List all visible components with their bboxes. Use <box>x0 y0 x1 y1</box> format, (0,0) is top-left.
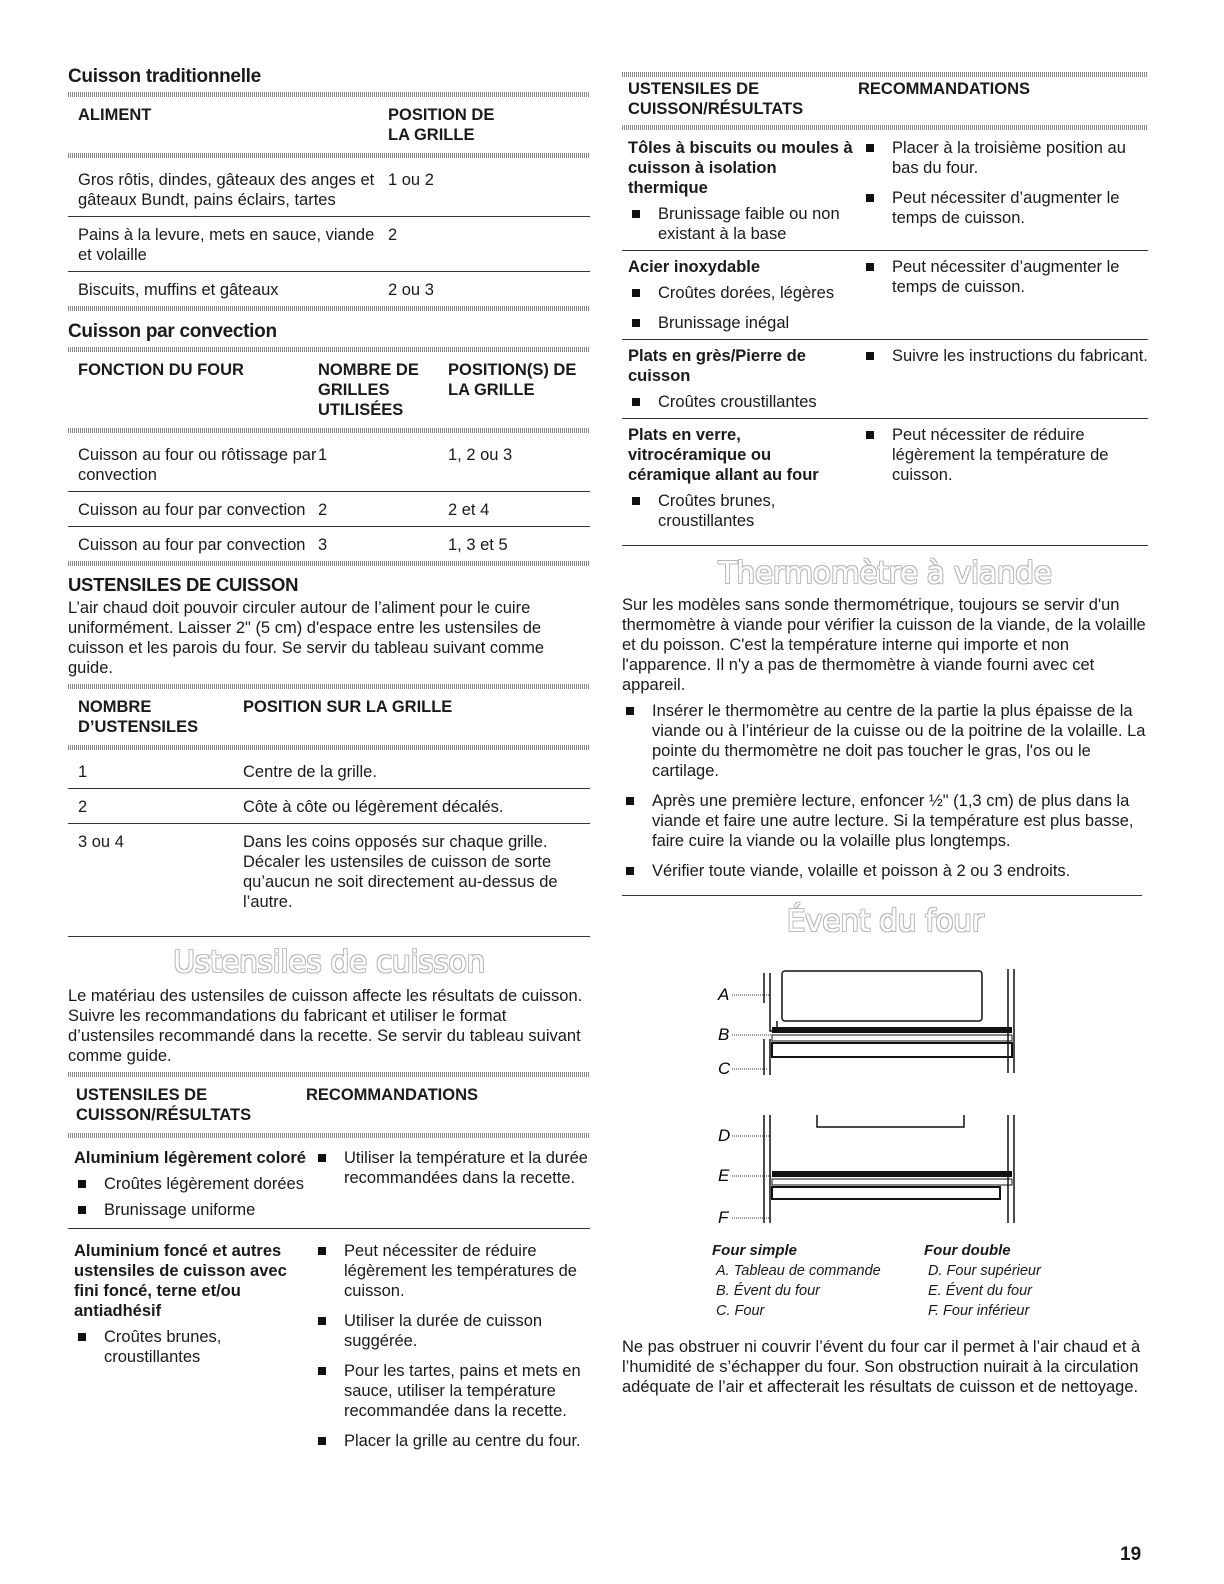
event-text: Ne pas obstruer ni couvrir l’évent du four car il permet à l’air chaud et à l’humidité de s’échapper du four. Son obstruction nuirait à la circulation adéquate de l’air et affecterait les résultats de cuisson et de nettoyage. <box>622 1338 1141 1396</box>
list-item: Vérifier toute viande, volaille et poisson à 2 ou 3 endroits. <box>622 861 1148 881</box>
trad-title: Cuisson traditionnelle <box>68 66 261 87</box>
divider <box>622 125 1148 130</box>
divider <box>68 745 590 750</box>
legend-double-title: Four double <box>924 1242 1011 1259</box>
conv-pos: 1, 2 ou 3 <box>448 446 513 464</box>
ustc-recs <box>314 1229 590 1460</box>
conv-header-count: NOMBRE DE GRILLES UTILISÉES <box>318 361 419 419</box>
table-row <box>68 492 590 527</box>
conv-pos: 2 et 4 <box>448 501 490 519</box>
thermo-heading: Thermomètre à viande <box>718 556 1052 591</box>
label-e: E <box>718 1166 730 1185</box>
table-row <box>68 272 590 307</box>
table-row <box>68 1144 590 1229</box>
divider <box>68 1072 590 1077</box>
ustr-recs <box>862 134 1148 251</box>
event-heading: Évent du four <box>786 904 984 939</box>
ust-header-count: NOMBRE D’USTENSILES <box>78 698 199 736</box>
list-item: Croûtes brunes, croustillantes <box>74 1327 306 1367</box>
legend-item: C. Four <box>716 1303 765 1319</box>
ustc-item-name: Aluminium foncé et autres ustensiles de cuisson avec fini foncé, terne et/ou antiadhésif <box>74 1242 287 1320</box>
list-item: Insérer le thermomètre au centre de la partie la plus épaisse de la viande ou à l’intérieur de la cuisse ou de la poitrine de la volaille. La pointe du thermomètre ne doit pas toucher le gras, l'os ou le cartilage. <box>622 701 1148 781</box>
table-row <box>68 439 590 492</box>
ustc-heading: Ustensiles de cuisson <box>173 945 485 980</box>
ustr-recs <box>862 419 1148 546</box>
list-item: Utiliser la durée de cuisson suggérée. <box>314 1311 590 1351</box>
conv-function: Cuisson au four par convection <box>78 536 306 554</box>
ust-pos: Côte à côte ou légèrement décalés. <box>243 798 504 816</box>
ust-title: USTENSILES DE CUISSON <box>68 574 299 595</box>
list-item: Pour les tartes, pains et mets en sauce, utiliser la température recommandée dans la recette. <box>314 1361 590 1421</box>
table-row <box>68 164 590 217</box>
ustr-item <box>622 134 862 251</box>
thermo-bullets <box>622 701 1148 881</box>
legend-double <box>924 1241 1041 1321</box>
divider <box>68 153 590 158</box>
legend-single <box>712 1241 924 1321</box>
thermo-intro: Sur les modèles sans sonde thermométrique, toujours se servir d'un thermomètre à viande pour vérifier la cuisson de la viande, de la volaille et du poisson. C'est la température interne qui importe et non l'apparence. Il n'y a pas de thermomètre à viande fourni avec cet appareil. <box>622 596 1146 694</box>
legend-item: D. Four supérieur <box>928 1263 1041 1279</box>
ustr-recs <box>862 340 1148 419</box>
list-item: Peut nécessiter de réduire légèrement les températures de cuisson. <box>314 1241 590 1301</box>
label-f: F <box>718 1208 729 1227</box>
table-row <box>68 217 590 272</box>
legend-item: A. Tableau de commande <box>716 1263 881 1279</box>
single-oven-figure <box>717 969 1014 1078</box>
list-item: Croûtes dorées, légères <box>628 283 856 303</box>
table-row <box>622 251 1148 340</box>
label-b: B <box>718 1025 730 1044</box>
diagram-legend <box>622 1241 1148 1321</box>
ust-pos: Dans les coins opposés sur chaque grille. Décaler les ustensiles de cuisson de sorte qu’aucun ne soit directement au-dessus de l’autre. <box>243 833 558 911</box>
table-row <box>622 134 1148 251</box>
ust-pos: Centre de la grille. <box>243 763 377 781</box>
trad-rows <box>68 164 590 306</box>
label-d: D <box>718 1126 731 1145</box>
ust-intro: L’air chaud doit pouvoir circuler autour de l’aliment pour le cuire uniformément. Laisser 2" (5 cm) d'espace entre les ustensiles de cuisson et les parois du four. Se servir du tableau suivant comme guide. <box>68 599 544 677</box>
list-item: Brunissage faible ou non existant à la base <box>628 204 856 244</box>
ustr-header-items: USTENSILES DE CUISSON/RÉSULTATS <box>628 80 804 118</box>
list-item: Croûtes brunes, croustillantes <box>628 491 856 531</box>
ust-count: 2 <box>78 798 88 816</box>
list-item: Brunissage inégal <box>628 313 856 333</box>
divider <box>68 428 590 433</box>
page-number: 19 <box>1120 1544 1142 1565</box>
conv-header-pos: POSITION(S) DE LA GRILLE <box>448 361 577 399</box>
section-rule <box>622 895 1142 896</box>
table-row <box>68 789 590 824</box>
ustr-header <box>622 79 1148 119</box>
list-item: Peut nécessiter de réduire légèrement la température de cuisson. <box>862 425 1148 485</box>
conv-header-function: FONCTION DU FOUR <box>78 361 244 379</box>
list-item: Placer la grille au centre du four. <box>314 1431 590 1451</box>
trad-header-food: ALIMENT <box>78 106 152 124</box>
legend-item: B. Évent du four <box>716 1283 820 1299</box>
legend-single-title: Four simple <box>712 1242 798 1259</box>
ust-count: 3 ou 4 <box>78 833 124 851</box>
ustc-recs <box>314 1144 590 1229</box>
ustc-item <box>68 1144 314 1229</box>
ust-rows <box>68 756 590 918</box>
conv-count: 3 <box>318 536 328 554</box>
table-row <box>622 340 1148 419</box>
trad-pos: 2 <box>388 226 398 244</box>
ustr-item <box>622 419 862 546</box>
ustc-item <box>68 1229 314 1460</box>
conv-title: Cuisson par convection <box>68 321 277 342</box>
divider <box>68 561 590 566</box>
table-row <box>68 1229 590 1460</box>
divider <box>68 92 590 97</box>
list-item: Suivre les instructions du fabricant. <box>862 346 1148 366</box>
conv-count: 2 <box>318 501 328 519</box>
list-item: Brunissage uniforme <box>74 1200 306 1220</box>
ust-header-pos: POSITION SUR LA GRILLE <box>243 698 453 716</box>
ustr-item <box>622 251 862 340</box>
ustr-item-name: Acier inoxydable <box>628 258 761 276</box>
conv-function: Cuisson au four ou rôtissage par convection <box>78 446 317 484</box>
conv-count: 1 <box>318 446 328 464</box>
oven-vent-diagram <box>622 943 1142 1243</box>
trad-header-pos: POSITION DE LA GRILLE <box>388 106 495 144</box>
ustr-recs <box>862 251 1148 340</box>
list-item: Peut nécessiter d’augmenter le temps de cuisson. <box>862 188 1148 228</box>
conv-rows <box>68 439 590 561</box>
left-column <box>68 66 590 1459</box>
ustr-item <box>622 340 862 419</box>
ustc-header-recs: RECOMMANDATIONS <box>306 1086 479 1104</box>
divider <box>68 1133 590 1138</box>
trad-food: Biscuits, muffins et gâteaux <box>78 281 279 299</box>
conv-table <box>68 360 590 420</box>
table-row <box>68 527 590 562</box>
table-row <box>68 824 590 919</box>
ustr-item-name: Tôles à biscuits ou moules à cuisson à isolation thermique <box>628 139 853 197</box>
legend-item: F. Four inférieur <box>928 1303 1030 1319</box>
trad-pos: 2 ou 3 <box>388 281 434 299</box>
ust-table <box>68 697 590 737</box>
label-a: A <box>718 985 730 1004</box>
ustc-header <box>68 1085 590 1125</box>
conv-pos: 1, 3 et 5 <box>448 536 508 554</box>
list-item: Utiliser la température et la durée recommandées dans la recette. <box>314 1148 590 1188</box>
conv-function: Cuisson au four par convection <box>78 501 306 519</box>
ustr-header-recs: RECOMMANDATIONS <box>858 80 1031 98</box>
trad-table <box>68 105 590 145</box>
trad-pos: 1 ou 2 <box>388 171 434 189</box>
ustc-header-items: USTENSILES DE CUISSON/RÉSULTATS <box>76 1086 252 1124</box>
table-row <box>622 419 1148 546</box>
ustr-item-name: Plats en verre, vitrocéramique ou céramique allant au four <box>628 426 819 484</box>
list-item: Placer à la troisième position au bas du four. <box>862 138 1148 178</box>
list-item: Croûtes croustillantes <box>628 392 856 412</box>
divider <box>68 347 590 352</box>
ustc-rows <box>68 1144 590 1459</box>
trad-food: Gros rôtis, dindes, gâteaux des anges et gâteaux Bundt, pains éclairs, tartes <box>78 171 375 209</box>
ust-count: 1 <box>78 763 88 781</box>
ustr-item-name: Plats en grès/Pierre de cuisson <box>628 347 806 385</box>
list-item: Après une première lecture, enfoncer ½" (1,3 cm) de plus dans la viande et faire une autre lecture. Si la température est plus basse, faire cuire la viande ou la volaille plus longtemps. <box>622 791 1148 851</box>
list-item: Peut nécessiter d’augmenter le temps de cuisson. <box>862 257 1148 297</box>
list-item: Croûtes légèrement dorées <box>74 1174 306 1194</box>
ustc-item-name: Aluminium légèrement coloré <box>74 1149 306 1167</box>
section-rule <box>68 936 590 937</box>
ustr-rows <box>622 134 1148 546</box>
divider <box>68 684 590 689</box>
divider <box>622 72 1148 77</box>
trad-food: Pains à la levure, mets en sauce, viande et volaille <box>78 226 375 264</box>
table-row <box>68 756 590 789</box>
right-column <box>622 72 1148 1397</box>
divider <box>68 306 590 311</box>
legend-item: E. Évent du four <box>928 1283 1032 1299</box>
double-oven-figure <box>718 1115 1014 1227</box>
ustc-intro: Le matériau des ustensiles de cuisson affecte les résultats de cuisson. Suivre les recommandations du fabricant et utiliser le format d’ustensiles recommandé dans la recette. Se servir du tableau suivant comme guide. <box>68 987 583 1065</box>
label-c: C <box>718 1059 731 1078</box>
